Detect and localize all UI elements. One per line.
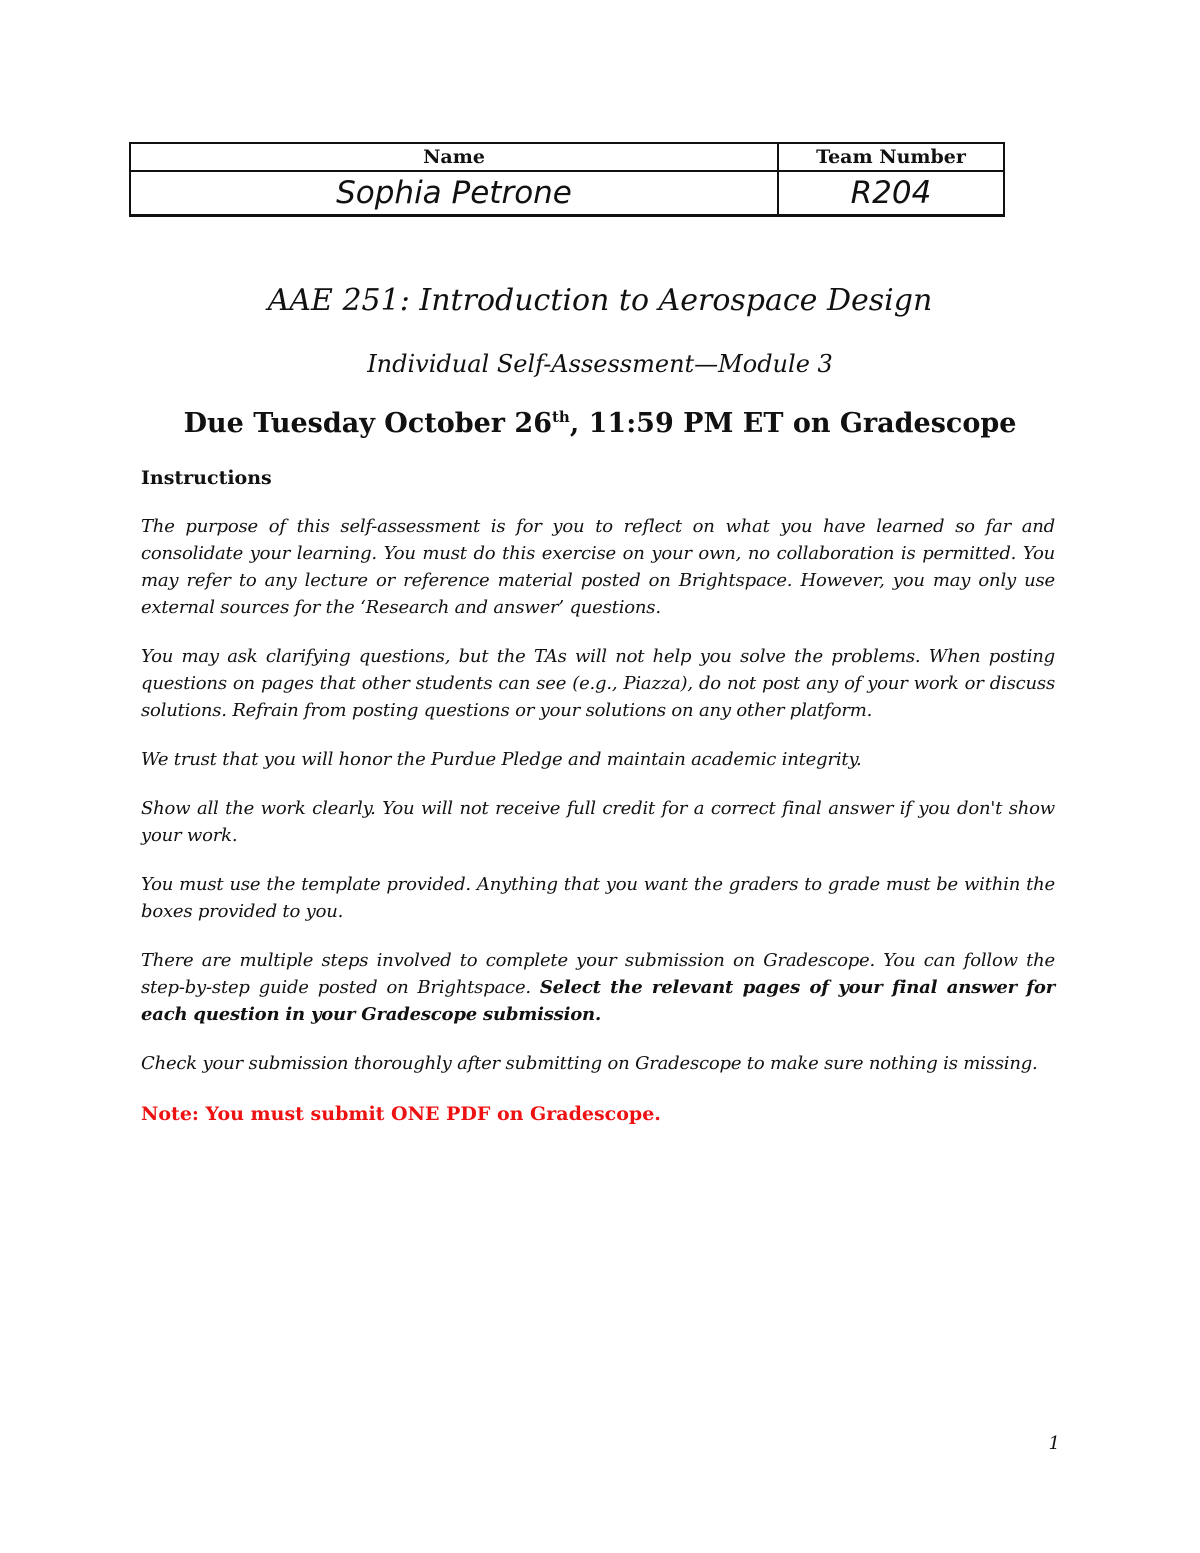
team-number-value: R204 bbox=[778, 171, 1004, 216]
due-date-ordinal: th bbox=[552, 408, 570, 426]
instruction-paragraph-questions: You may ask clarifying questions, but the TAs will not help you solve the problems. When posting questions on pages that other students can see (e.g., Piazza), do not post any of your work or discuss solutions. Refrain from posting questions or your solutions on any other platform. bbox=[141, 646, 1055, 721]
instruction-paragraph-template: You must use the template provided. Anything that you want the graders to grade must be within the boxes provided to you. bbox=[141, 874, 1055, 922]
select-pages-emphasis: Select the relevant pages of your final answer for each question in your Gradescope submission. bbox=[141, 977, 1055, 1025]
due-date bbox=[0, 404, 1200, 444]
instructions-heading: Instructions bbox=[141, 467, 272, 489]
submission-note: Note: You must submit ONE PDF on Gradescope. bbox=[141, 1103, 661, 1125]
instruction-paragraph-submission bbox=[141, 947, 1055, 1028]
student-info-table bbox=[129, 142, 1005, 217]
submission-steps-text: There are multiple steps involved to complete your submission on Gradescope. You can follow the step-by-step guide posted on Brightspace. bbox=[141, 950, 1055, 998]
student-name-value: Sophia Petrone bbox=[130, 171, 778, 216]
course-title: AAE 251: Introduction to Aerospace Design bbox=[267, 283, 933, 318]
assessment-subtitle: Individual Self-Assessment—Module 3 bbox=[367, 350, 833, 378]
student-info-value-row bbox=[130, 171, 1004, 216]
student-info-header-row bbox=[130, 143, 1004, 171]
instruction-paragraph-check: Check your submission thoroughly after submitting on Gradescope to make sure nothing is missing. bbox=[141, 1053, 1038, 1074]
page-number: 1 bbox=[1048, 1433, 1060, 1454]
name-header: Name bbox=[130, 143, 778, 171]
instruction-paragraph-integrity: We trust that you will honor the Purdue Pledge and maintain academic integrity. bbox=[141, 749, 862, 770]
due-date-prefix: Due Tuesday October 26 bbox=[183, 408, 552, 439]
instruction-paragraph-show-work: Show all the work clearly. You will not receive full credit for a correct final answer if you don't show your work. bbox=[141, 798, 1055, 846]
team-number-header: Team Number bbox=[778, 143, 1004, 171]
instructions-section bbox=[141, 463, 1055, 1129]
instruction-paragraph-purpose: The purpose of this self-assessment is for you to reflect on what you have learned so far and consolidate your learning. You must do this exercise on your own, no collaboration is permitted. You may refer to any lecture or reference material posted on Brightspace. However, you may only use external sources for the ‘Research and answer’ questions. bbox=[141, 516, 1055, 618]
due-date-suffix: , 11:59 PM ET on Gradescope bbox=[569, 408, 1017, 439]
